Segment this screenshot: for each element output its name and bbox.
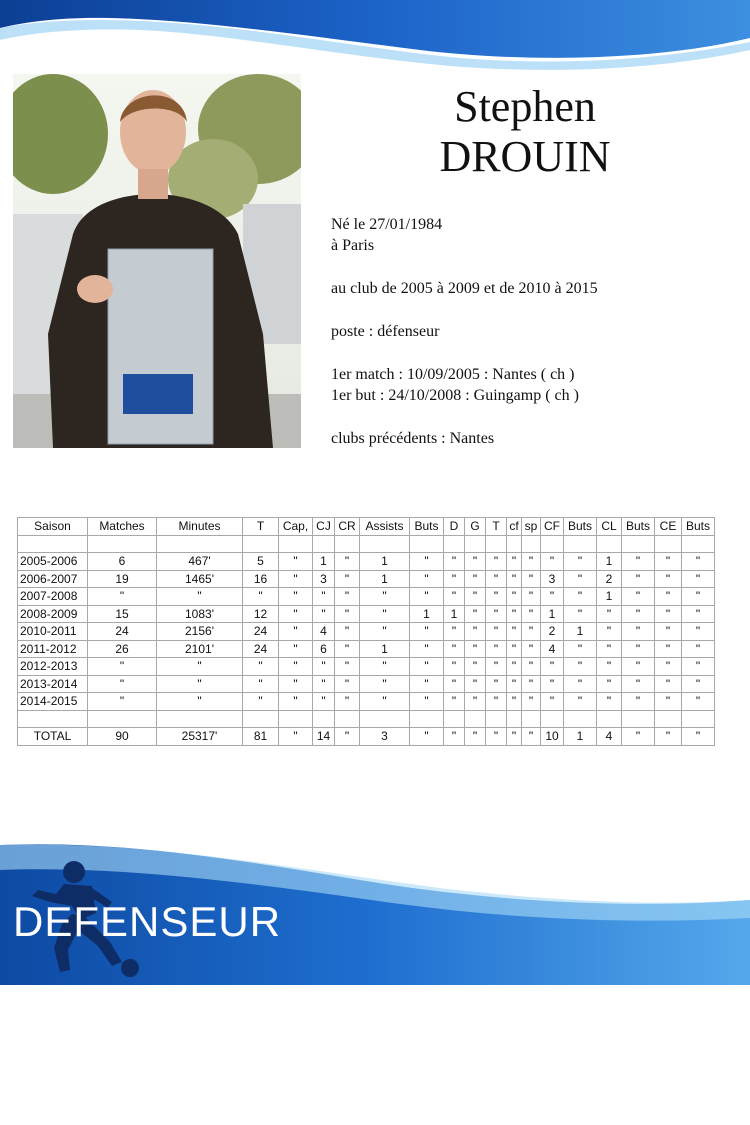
table-cell: " (335, 640, 360, 658)
birth-date: Né le 27/01/1984 (331, 216, 443, 233)
table-cell: " (564, 605, 597, 623)
table-cell: 90 (88, 728, 157, 746)
table-cell: 10 (541, 728, 564, 746)
table-cell: " (243, 588, 279, 606)
table-row (18, 623, 715, 641)
table-cell: " (522, 693, 541, 711)
table-cell: " (335, 623, 360, 641)
table-cell: " (360, 675, 410, 693)
table-header-cell: Minutes (157, 518, 243, 536)
table-cell: " (655, 658, 682, 676)
table-header-cell: Matches (88, 518, 157, 536)
table-cell: " (522, 570, 541, 588)
table-cell: " (682, 728, 715, 746)
table-cell: " (597, 623, 622, 641)
player-last-name: DROUIN (439, 132, 611, 181)
position: poste : défenseur (331, 323, 440, 340)
table-cell: " (507, 693, 522, 711)
table-cell (88, 710, 157, 728)
table-cell: " (522, 553, 541, 571)
table-cell: " (541, 658, 564, 676)
table-cell (682, 710, 715, 728)
table-cell (360, 710, 410, 728)
table-cell: " (597, 658, 622, 676)
table-cell: " (444, 675, 465, 693)
table-cell: " (597, 675, 622, 693)
table-cell: " (486, 570, 507, 588)
table-header-row (18, 518, 715, 536)
table-cell: 1 (541, 605, 564, 623)
table-cell: " (564, 675, 597, 693)
table-cell: " (335, 658, 360, 676)
table-cell: " (157, 693, 243, 711)
table-cell: " (507, 588, 522, 606)
table-cell: 3 (313, 570, 335, 588)
table-cell: 2007-2008 (18, 588, 88, 606)
table-cell: " (622, 553, 655, 571)
table-row (18, 728, 715, 746)
table-cell: " (564, 553, 597, 571)
table-cell: " (682, 553, 715, 571)
table-cell: 24 (243, 640, 279, 658)
table-cell: " (522, 658, 541, 676)
table-cell (541, 710, 564, 728)
table-header-cell: Buts (622, 518, 655, 536)
table-cell (18, 710, 88, 728)
table-cell: 19 (88, 570, 157, 588)
table-row (18, 693, 715, 711)
table-cell: " (410, 675, 444, 693)
table-cell (18, 535, 88, 553)
table-cell: 81 (243, 728, 279, 746)
table-cell (279, 710, 313, 728)
player-info (331, 214, 731, 449)
table-cell: " (313, 675, 335, 693)
table-cell: " (682, 693, 715, 711)
table-cell: " (655, 675, 682, 693)
table-cell: 12 (243, 605, 279, 623)
table-cell: " (444, 640, 465, 658)
first-match: 1er match : 10/09/2005 : Nantes ( ch ) (331, 366, 575, 383)
table-cell (622, 710, 655, 728)
table-cell: " (655, 553, 682, 571)
table-cell (335, 710, 360, 728)
table-cell: 1 (360, 570, 410, 588)
table-cell: " (682, 623, 715, 641)
table-row (18, 675, 715, 693)
table-cell: 6 (313, 640, 335, 658)
table-cell: " (243, 658, 279, 676)
table-cell: " (465, 640, 486, 658)
table-cell: " (465, 588, 486, 606)
table-cell: " (507, 640, 522, 658)
table-cell: " (410, 640, 444, 658)
table-cell (622, 535, 655, 553)
table-cell (157, 710, 243, 728)
table-cell (313, 535, 335, 553)
table-cell: 14 (313, 728, 335, 746)
table-cell: " (279, 693, 313, 711)
table-cell: " (465, 658, 486, 676)
table-header-cell: G (465, 518, 486, 536)
table-header-cell: D (444, 518, 465, 536)
table-cell: " (243, 675, 279, 693)
table-cell: 24 (88, 623, 157, 641)
table-cell (597, 710, 622, 728)
table-cell (522, 710, 541, 728)
table-cell: " (465, 623, 486, 641)
table-cell: " (597, 640, 622, 658)
table-header-cell: Saison (18, 518, 88, 536)
table-cell: 24 (243, 623, 279, 641)
table-cell (243, 535, 279, 553)
table-cell: " (335, 693, 360, 711)
table-cell: 2005-2006 (18, 553, 88, 571)
table-cell: " (360, 693, 410, 711)
table-cell: 2012-2013 (18, 658, 88, 676)
table-cell: " (622, 588, 655, 606)
table-cell: " (88, 693, 157, 711)
table-cell: 6 (88, 553, 157, 571)
table-cell: " (655, 605, 682, 623)
table-header-cell: CJ (313, 518, 335, 536)
table-cell (465, 710, 486, 728)
table-cell: 25317' (157, 728, 243, 746)
table-cell: " (622, 623, 655, 641)
table-cell: " (541, 675, 564, 693)
club-period: au club de 2005 à 2009 et de 2010 à 2015 (331, 280, 598, 297)
table-cell: " (622, 675, 655, 693)
table-cell: " (522, 623, 541, 641)
table-cell: " (444, 693, 465, 711)
table-cell: " (486, 588, 507, 606)
table-cell: 16 (243, 570, 279, 588)
stats-table (17, 517, 715, 746)
table-cell: " (279, 570, 313, 588)
table-row (18, 658, 715, 676)
table-cell: " (279, 623, 313, 641)
table-header-cell: T (486, 518, 507, 536)
table-cell: " (597, 693, 622, 711)
table-cell: " (465, 675, 486, 693)
table-cell (564, 535, 597, 553)
table-cell: " (157, 675, 243, 693)
table-cell: " (655, 640, 682, 658)
table-cell (522, 535, 541, 553)
table-header-cell: Buts (564, 518, 597, 536)
table-cell: " (486, 623, 507, 641)
table-cell (486, 535, 507, 553)
table-cell: 4 (597, 728, 622, 746)
table-cell: " (564, 693, 597, 711)
table-cell: " (541, 693, 564, 711)
table-cell: " (682, 658, 715, 676)
table-cell: 2011-2012 (18, 640, 88, 658)
table-cell: TOTAL (18, 728, 88, 746)
table-cell: " (655, 570, 682, 588)
table-cell: 2 (541, 623, 564, 641)
table-cell: " (622, 605, 655, 623)
table-row (18, 570, 715, 588)
table-cell (507, 710, 522, 728)
table-cell: " (410, 570, 444, 588)
table-cell: 2014-2015 (18, 693, 88, 711)
table-cell: " (444, 623, 465, 641)
table-cell: " (486, 658, 507, 676)
table-header-cell: sp (522, 518, 541, 536)
table-header-cell: CR (335, 518, 360, 536)
table-cell (507, 535, 522, 553)
table-cell: " (410, 693, 444, 711)
table-cell: " (486, 640, 507, 658)
table-header-cell: CE (655, 518, 682, 536)
table-cell: " (157, 658, 243, 676)
table-header-cell: Cap, (279, 518, 313, 536)
table-cell: " (444, 588, 465, 606)
table-cell: " (335, 553, 360, 571)
table-cell (279, 535, 313, 553)
table-cell: " (465, 728, 486, 746)
table-cell: 1 (360, 640, 410, 658)
table-cell: 2013-2014 (18, 675, 88, 693)
table-cell: 1 (597, 553, 622, 571)
table-cell: " (444, 570, 465, 588)
table-cell: 15 (88, 605, 157, 623)
table-cell: " (279, 605, 313, 623)
table-cell: 2101' (157, 640, 243, 658)
table-cell: " (335, 588, 360, 606)
table-cell (564, 710, 597, 728)
table-row (18, 588, 715, 606)
table-cell: " (486, 675, 507, 693)
player-first-name: Stephen (454, 82, 596, 131)
first-goal: 1er but : 24/10/2008 : Guingamp ( ch ) (331, 387, 579, 404)
table-cell (465, 535, 486, 553)
table-cell (335, 535, 360, 553)
table-cell: " (564, 570, 597, 588)
table-cell: 2156' (157, 623, 243, 641)
table-cell: " (486, 693, 507, 711)
table-cell: 3 (541, 570, 564, 588)
table-cell: " (655, 588, 682, 606)
table-cell: " (313, 693, 335, 711)
player-name (400, 82, 650, 182)
table-cell: " (486, 605, 507, 623)
table-cell (655, 535, 682, 553)
table-cell: " (444, 553, 465, 571)
table-cell: " (522, 640, 541, 658)
table-cell: " (682, 588, 715, 606)
table-cell: 1 (360, 553, 410, 571)
table-cell: " (360, 605, 410, 623)
table-cell (243, 710, 279, 728)
table-cell: 467' (157, 553, 243, 571)
position-banner-label: DEFENSEUR (13, 898, 282, 945)
table-cell: " (655, 693, 682, 711)
table-cell: " (465, 570, 486, 588)
table-cell: " (622, 658, 655, 676)
table-cell: " (88, 658, 157, 676)
previous-clubs: clubs précédents : Nantes (331, 430, 495, 447)
table-cell: " (507, 553, 522, 571)
table-cell (157, 535, 243, 553)
table-cell: " (465, 693, 486, 711)
table-cell: " (522, 588, 541, 606)
table-cell (597, 535, 622, 553)
table-cell: " (279, 640, 313, 658)
table-cell: " (682, 640, 715, 658)
table-cell: " (564, 640, 597, 658)
table-cell: " (410, 553, 444, 571)
table-cell: " (88, 675, 157, 693)
table-cell: " (313, 658, 335, 676)
table-cell: " (279, 553, 313, 571)
table-cell: " (622, 728, 655, 746)
table-cell: " (335, 728, 360, 746)
table-cell: " (507, 605, 522, 623)
table-cell: 1 (313, 553, 335, 571)
table-cell (410, 710, 444, 728)
table-header-cell: T (243, 518, 279, 536)
table-cell: 1465' (157, 570, 243, 588)
table-cell: " (335, 675, 360, 693)
table-cell: " (541, 588, 564, 606)
table-cell: 1 (410, 605, 444, 623)
table-cell: " (522, 728, 541, 746)
table-cell: " (335, 605, 360, 623)
table-cell: " (360, 623, 410, 641)
table-cell: 2008-2009 (18, 605, 88, 623)
table-cell: 2010-2011 (18, 623, 88, 641)
table-cell: " (507, 658, 522, 676)
table-cell (88, 535, 157, 553)
table-cell: 3 (360, 728, 410, 746)
table-cell: " (564, 658, 597, 676)
table-cell: " (507, 623, 522, 641)
table-cell (444, 710, 465, 728)
table-cell: 4 (313, 623, 335, 641)
table-cell (444, 535, 465, 553)
table-header-cell: Buts (410, 518, 444, 536)
table-cell: " (313, 588, 335, 606)
table-cell: " (279, 728, 313, 746)
table-cell: " (444, 728, 465, 746)
table-cell: " (622, 640, 655, 658)
table-cell: " (597, 605, 622, 623)
table-cell: " (313, 605, 335, 623)
table-cell: " (410, 623, 444, 641)
table-cell: " (682, 675, 715, 693)
table-cell: " (279, 658, 313, 676)
table-cell: " (655, 728, 682, 746)
table-cell: " (622, 693, 655, 711)
table-cell (655, 710, 682, 728)
table-row (18, 553, 715, 571)
table-cell: " (682, 605, 715, 623)
table-cell: " (507, 675, 522, 693)
table-row (18, 710, 715, 728)
table-cell: " (465, 553, 486, 571)
table-header-cell: Assists (360, 518, 410, 536)
table-cell: 5 (243, 553, 279, 571)
table-cell: 1 (444, 605, 465, 623)
table-cell: " (622, 570, 655, 588)
table-cell: " (564, 588, 597, 606)
top-wave-banner (0, 0, 750, 80)
table-row (18, 535, 715, 553)
table-cell: " (655, 623, 682, 641)
table-cell: 1 (564, 728, 597, 746)
table-cell: " (360, 588, 410, 606)
table-cell: " (507, 728, 522, 746)
table-cell: " (243, 693, 279, 711)
table-cell: " (279, 588, 313, 606)
table-header-cell: Buts (682, 518, 715, 536)
table-cell (682, 535, 715, 553)
player-photo (13, 74, 301, 448)
table-cell: 2006-2007 (18, 570, 88, 588)
table-cell: 1083' (157, 605, 243, 623)
table-row (18, 640, 715, 658)
table-cell: " (88, 588, 157, 606)
table-cell (410, 535, 444, 553)
table-cell: " (682, 570, 715, 588)
table-cell (313, 710, 335, 728)
table-row (18, 605, 715, 623)
table-cell: " (507, 570, 522, 588)
table-cell: 26 (88, 640, 157, 658)
table-cell: " (410, 588, 444, 606)
table-cell: " (410, 728, 444, 746)
table-cell: 4 (541, 640, 564, 658)
table-cell: " (486, 728, 507, 746)
table-cell: " (541, 553, 564, 571)
table-cell: " (486, 553, 507, 571)
table-cell: " (522, 605, 541, 623)
table-cell: 1 (564, 623, 597, 641)
table-cell: " (279, 675, 313, 693)
table-cell: 2 (597, 570, 622, 588)
table-cell: 1 (597, 588, 622, 606)
table-cell (541, 535, 564, 553)
table-cell: " (410, 658, 444, 676)
table-header-cell: CL (597, 518, 622, 536)
table-cell: " (335, 570, 360, 588)
table-cell: " (157, 588, 243, 606)
table-cell: " (522, 675, 541, 693)
table-cell (360, 535, 410, 553)
birth-place: à Paris (331, 237, 375, 254)
table-cell: " (465, 605, 486, 623)
table-header-cell: cf (507, 518, 522, 536)
table-header-cell: CF (541, 518, 564, 536)
table-cell: " (360, 658, 410, 676)
table-cell: " (444, 658, 465, 676)
table-cell (486, 710, 507, 728)
